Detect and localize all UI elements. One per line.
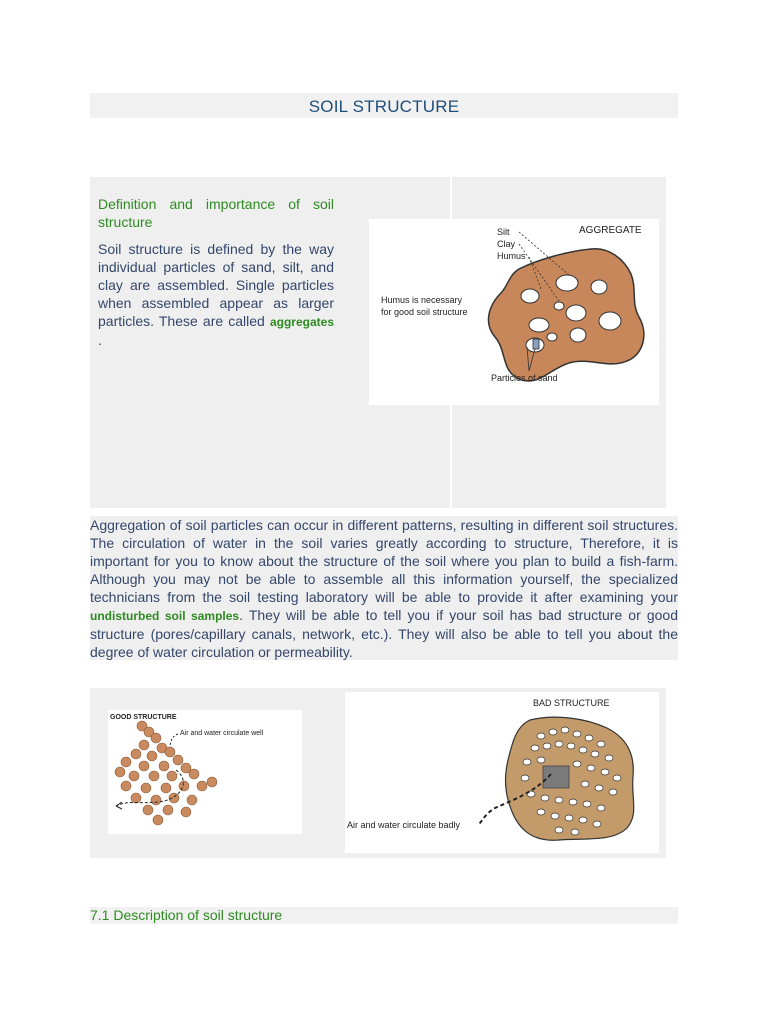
aggregate-figure — [369, 219, 659, 405]
bad-structure-caption: Air and water circulate badly — [347, 820, 461, 830]
title-bar — [90, 93, 678, 118]
intro-paragraph — [98, 240, 334, 349]
aggregates-keyword: aggregates — [269, 315, 334, 329]
undisturbed-samples-keyword: undisturbed soil samples — [90, 609, 240, 623]
label-humus: Humus — [497, 251, 526, 261]
intro-heading: Definition and importance of soil structure — [98, 196, 334, 230]
section-heading: 7.1 Description of soil structure — [90, 907, 678, 924]
humus-note-line2: for good soil structure — [381, 307, 468, 317]
label-clay: Clay — [497, 239, 516, 249]
body-paragraph — [90, 516, 678, 660]
good-structure-illustration — [108, 710, 302, 834]
label-silt: Silt — [497, 227, 510, 237]
intro-text: Soil structure is defined by the way individual particles of sand, silt, and clay are assembled. Single particles when assembled appear as larger particles. These are called — [98, 241, 334, 329]
aggregate-illustration — [369, 219, 659, 405]
label-sand: Particles of sand — [491, 373, 558, 383]
aggregate-title: AGGREGATE — [579, 225, 642, 236]
structure-figures — [90, 688, 666, 858]
bad-structure-illustration — [345, 692, 659, 853]
bad-structure-figure — [345, 692, 659, 853]
intro-text-column — [98, 195, 334, 349]
good-structure-title: GOOD STRUCTURE — [110, 714, 177, 721]
good-structure-figure — [108, 710, 302, 834]
intro-section — [90, 177, 666, 508]
page-title: SOIL STRUCTURE — [308, 97, 460, 116]
humus-note-line1: Humus is necessary — [381, 295, 463, 305]
body-text: Aggregation of soil particles can occur in different patterns, resulting in different soil structures. The circulation of water in the soil varies greatly according to structure, Therefore, it is important for you to know about the structure of the soil where you plan to build a fish-farm. Although you may not be able to assemble all this information yourself, the specialized technicians from the soil testing laboratory will be able to provide it after examining your — [90, 517, 678, 605]
intro-text-end: . — [98, 332, 102, 348]
body-text-end: . They will be able to tell you if your soil has bad structure or good structure (pores/capillary canals, network, etc.). They will also be able to tell you about the degree of water circulation or permeability. — [90, 607, 678, 660]
good-structure-caption: Air and water circulate well — [180, 730, 264, 737]
bad-structure-title: BAD STRUCTURE — [533, 698, 610, 708]
